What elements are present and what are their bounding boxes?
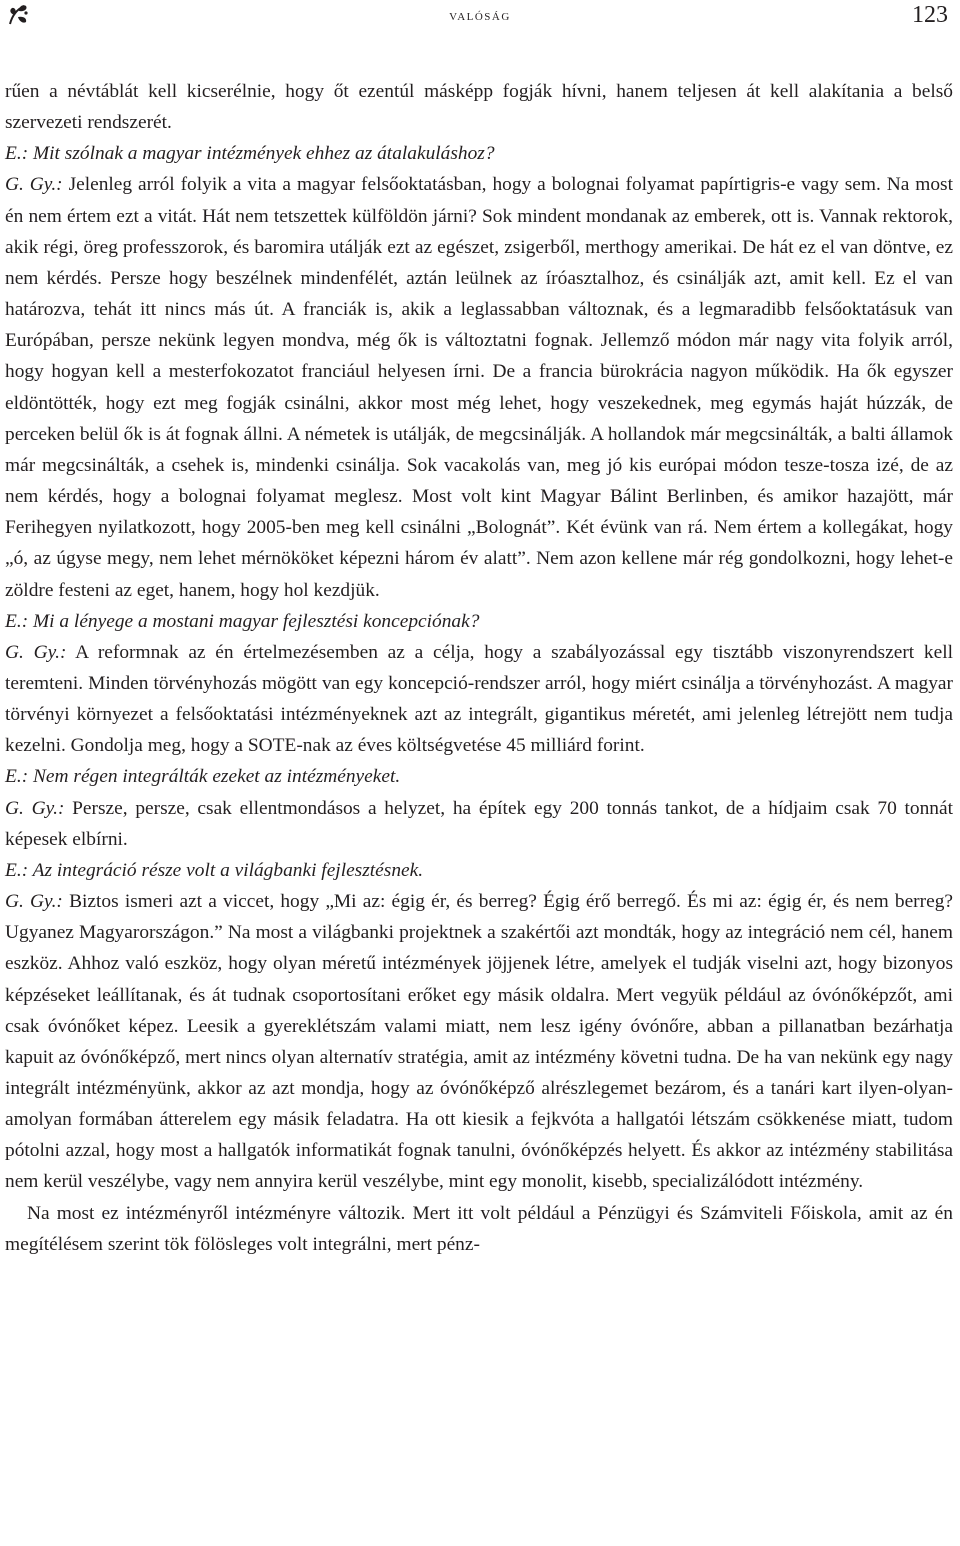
question-paragraph (5, 138, 953, 169)
speaker-label: E.: (5, 766, 29, 788)
answer-text: Biztos ismeri azt a viccet, hogy „Mi az: égig ér, és berreg? Égig érő berregő. És mi az: égig ér, és nem berreg? Ugyanez Magyarországon.” Na most a világbanki projektnek a szakértői azt mondták, hogy az integráció nem cél, hanem eszköz. Ahhoz való eszköz, hogy olyan méretű intézmények jöjjenek létre, amelyek el tudják viselni azt, hogy bizonyos képzéseket leállítanak, és át tudnak csoportosítani erőket egy másik oldalra. Mert vegyük például az óvónőképzőt, ami csak óvónőket képez. Leesik a gyereklétszám valami miatt, nem lesz igény óvónőre, abban a pillanatban bezárhatja kapuit az óvónőképző, mert nincs olyan alternatív stratégia, amit az intézmény követni tudna. De ha van nekünk egy nagy integrált intézményünk, akkor az azt mondja, hogy az óvónőképző alrészlegemet bezárom, és a tanári kart ilyen-olyan-amolyan formában átterelem egy másik feladatra. Ha ott kiesik a fejkvóta a hallgatói létszám csökkenése miatt, tudom pótolni azzal, hogy most a hallgatók informatikát fognak tanulni, óvónőképzés helyett. És akkor az intézmény stabilitása nem kerül veszélybe, vagy nem annyira kerül veszélybe, mint egy monolit, kisebb, specializálódott intézmény. (5, 891, 953, 1193)
paragraph-text: Na most ez intézményről intézményre változik. Mert itt volt például a Pénzügyi és Számviteli Főiskola, amit az én megítélésem szerint tök fölösleges volt integrálni, mert pénz- (5, 1202, 953, 1255)
question-paragraph (5, 606, 953, 637)
answer-paragraph (5, 886, 953, 1198)
interview-text (5, 76, 953, 1260)
speaker-label: G. Gy.: (5, 641, 67, 663)
answer-text: Jelenleg arról folyik a vita a magyar felsőoktatásban, hogy a bolognai folyamat papírtigris-e vagy sem. Na most én nem értem ezt a vitát. Hát nem tetszettek külföldön járni? Sok mindent mondanak az emberek, ott is. Vannak rektorok, akik régi, öreg professzorok, és baromira utálják ezt az egészet, zsigerből, merthogy amerikai. De hát ez el van döntve, ez nem kérdés. Persze hogy beszélnek mindenfélét, aztán leülnek az íróasztalhoz, és csinálják azt, amit kell. Ez el van határozva, tehát itt nincs más út. A franciák is, akik a leglassabban változnak, és a legmaradibb felsőoktatásuk van Európában, persze nekünk legyen mondva, még ők is változtatni fognak. Jellemző módon már nagy vita folyik arról, hogy hogyan kell a mesterfokozatot franciául helyesen írni. De a francia bürokrácia nagyon működik. Ha ők egyszer eldöntötték, hogy ezt meg fogják csinálni, akkor most még lehet, hogy veszekednek, meg egymás haját húzzák, de perceken belül ők is át fognak állni. A németek is utálják, de megcsinálják. A hollandok már megcsinálták, a balti államok már megcsinálták, a csehek is, mindenki csinálja. Sok vacakolás van, meg jó kis európai módon tesze-tosza izé, de az nem kérdés, hogy a bolognai folyamat meglesz. Most volt kint Magyar Bálint Berlinben, és amikor hazajött, már Ferihegyen nyilatkozott, hogy 2005-ben meg kell csinálni „Bolognát”. Két évünk van rá. Nem értem a kollegákat, hogy „ó, az úgyse megy, nem lehet mérnököket képezni három év alatt”. Nem azon kellene már rég gondolkozni, hogy lehet-e zöldre festeni az eget, hanem, hogy hol kezdjük. (5, 174, 953, 601)
answer-paragraph (5, 76, 953, 138)
speaker-label: G. Gy.: (5, 891, 63, 913)
speaker-label: E.: (5, 143, 29, 165)
speaker-label: G. Gy.: (5, 797, 65, 819)
speaker-label: G. Gy.: (5, 174, 63, 196)
answer-paragraph (5, 793, 953, 855)
running-head: valóság (449, 8, 511, 24)
answer-text: Persze, persze, csak ellentmondásos a helyzet, ha építek egy 200 tonnás tankot, de a hídjaim csak 70 tonnát képesek elbírni. (5, 797, 953, 850)
question-paragraph (5, 761, 953, 792)
answer-text: rűen a névtáblát kell kicserélnie, hogy őt ezentúl másképp fogják hívni, hanem teljesen át kell alakítania a belső szervezeti rendszerét. (5, 81, 953, 134)
speaker-label: E.: (5, 859, 29, 881)
question-text: Mi a lényege a mostani magyar fejlesztési koncepciónak? (28, 610, 480, 632)
answer-paragraph (5, 169, 953, 605)
answer-text: A reformnak az én értelmezésemben az a célja, hogy a szabályozással egy tisztább viszonyrendszert kell teremteni. Minden törvényhozás mögött van egy koncepció-rendszer arról, hogy miért csinálja a törvényhozást. A magyar törvényi környezet a felsőoktatási intézményeknek azt az integrált, gigantikus méretét, ami jelenleg létrejött nem tudja kezelni. Gondolja meg, hogy a SOTE-nak az éves költségvetése 45 milliárd forint. (5, 641, 953, 757)
question-text: Nem régen integrálták ezeket az intézményeket. (28, 766, 401, 788)
page-number: 123 (912, 2, 948, 28)
question-text: Mit szólnak a magyar intézmények ehhez az átalakuláshoz? (28, 143, 495, 165)
answer-paragraph (5, 637, 953, 762)
question-text: Az integráció része volt a világbanki fejlesztésnek. (28, 859, 424, 881)
question-paragraph (5, 855, 953, 886)
indented-paragraph (5, 1198, 953, 1260)
speaker-label: E.: (5, 610, 29, 632)
page-header (0, 0, 960, 40)
